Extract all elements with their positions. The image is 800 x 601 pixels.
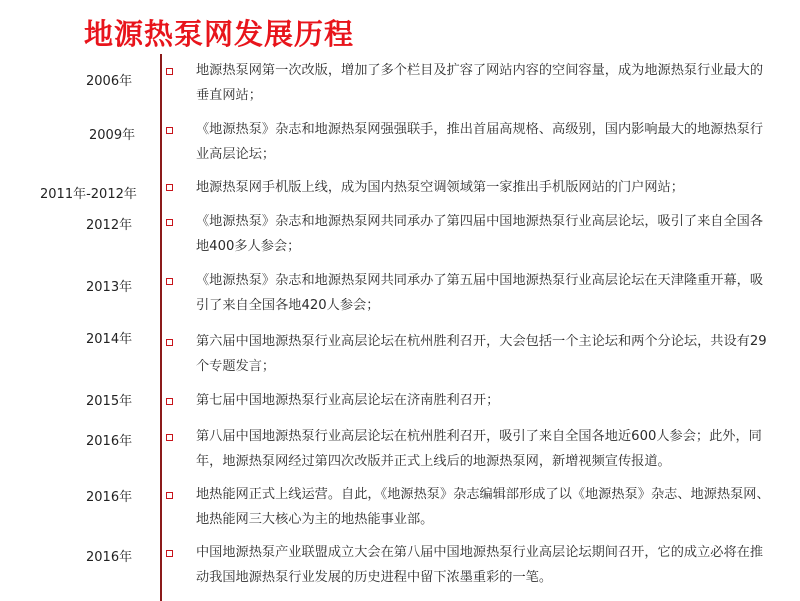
timeline-text: 《地源热泵》杂志和地源热泵网共同承办了第五届中国地源热泵行业高层论坛在天津隆重开幕，吸引了来自全国各地420人参会； bbox=[196, 273, 764, 313]
timeline-text: 地源热泵网手机版上线，成为国内热泵空调领域第一家推出手机版网站的门户网站； bbox=[196, 180, 684, 195]
timeline-year: 2016年 bbox=[86, 434, 133, 449]
bullet-icon bbox=[166, 434, 173, 441]
timeline-year: 2012年 bbox=[86, 218, 133, 233]
bullet-icon bbox=[166, 492, 173, 499]
timeline-year: 2011年-2012年 bbox=[40, 187, 137, 202]
timeline-year: 2016年 bbox=[86, 550, 133, 565]
timeline-text: 第六届中国地源热泵行业高层论坛在杭州胜利召开，大会包括一个主论坛和两个分论坛，共设有29个专题发言； bbox=[196, 334, 767, 374]
timeline-text: 地热能网正式上线运营。自此，《地源热泵》杂志编辑部形成了以《地源热泵》杂志、地源热泵网、地热能网三大核心为主的地热能事业部。 bbox=[196, 487, 770, 527]
page-title: 地源热泵网发展历程 bbox=[84, 17, 355, 51]
timeline-text: 第八届中国地源热泵行业高层论坛在杭州胜利召开，吸引了来自全国各地近600人参会；此外，同年，地源热泵网经过第四次改版并正式上线后的地源热泵网，新增视频宣传报道。 bbox=[196, 429, 762, 469]
timeline-year: 2015年 bbox=[86, 394, 133, 409]
timeline-year: 2013年 bbox=[86, 280, 133, 295]
timeline-text: 《地源热泵》杂志和地源热泵网共同承办了第四届中国地源热泵行业高层论坛，吸引了来自全国各地400多人参会； bbox=[196, 214, 764, 254]
timeline-year: 2006年 bbox=[86, 74, 133, 89]
timeline-year: 2014年 bbox=[86, 332, 133, 347]
timeline-line bbox=[160, 54, 162, 601]
bullet-icon bbox=[166, 398, 173, 405]
bullet-icon bbox=[166, 550, 173, 557]
bullet-icon bbox=[166, 184, 173, 191]
bullet-icon bbox=[166, 278, 173, 285]
bullet-icon bbox=[166, 219, 173, 226]
timeline-year: 2009年 bbox=[89, 128, 136, 143]
timeline-text: 《地源热泵》杂志和地源热泵网强强联手，推出首届高规格、高级别，国内影响最大的地源热泵行业高层论坛； bbox=[196, 122, 764, 162]
bullet-icon bbox=[166, 68, 173, 75]
bullet-icon bbox=[166, 339, 173, 346]
timeline-text: 地源热泵网第一次改版，增加了多个栏目及扩容了网站内容的空间容量，成为地源热泵行业最大的垂直网站； bbox=[196, 63, 764, 103]
timeline-year: 2016年 bbox=[86, 490, 133, 505]
timeline-text: 第七届中国地源热泵行业高层论坛在济南胜利召开； bbox=[196, 393, 500, 408]
timeline-text: 中国地源热泵产业联盟成立大会在第八届中国地源热泵行业高层论坛期间召开，它的成立必将在推动我国地源热泵行业发展的历史进程中留下浓墨重彩的一笔。 bbox=[196, 545, 764, 585]
bullet-icon bbox=[166, 127, 173, 134]
